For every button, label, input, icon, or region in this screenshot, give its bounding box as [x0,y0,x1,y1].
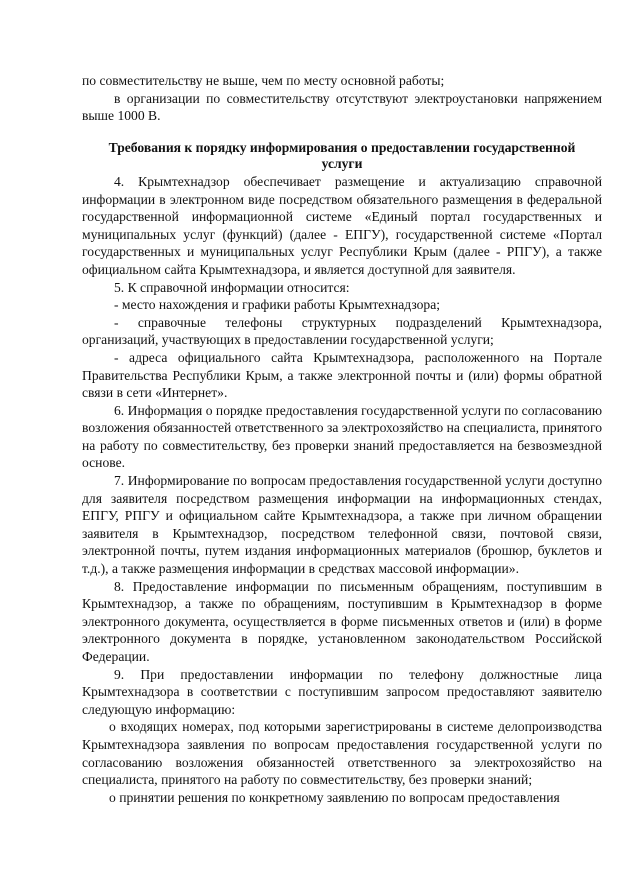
paragraph-9-item-1: о входящих номерах, под которыми зарегистрированы в системе делопроизводства Крымтехнадзора заявления по вопросам предоставления государственной услуги по согласованию возложения обязанностей ответственного за электрохозяйство на специалиста, принятого на работу по совместительству, без проверки знаний; [82,719,602,788]
paragraph-6: 6. Информация о порядке предоставления государственной услуги по согласованию возложения обязанностей ответственного за электрохозяйство на специалиста, принятого на работу по совместительству, без проверки знаний предоставляется на безвозмездной основе. [82,402,602,471]
section-heading: Требования к порядку информирования о предоставлении государственной услуги [108,139,576,172]
paragraph-8: 8. Предоставление информации по письменным обращениям, поступившим в Крымтехнадзор, а также по обращениям, поступившим в Крымтехнадзор в форме электронного документа, осуществляется в форме письменных ответов и (или) в форме электронного документа в порядке, установленном законодательством Российской Федерации. [82,578,602,664]
paragraph-4: 4. Крымтехнадзор обеспечивает размещение и актуализацию справочной информации в электронном виде посредством обязательного размещения в федеральной государственной информационной системе «Единый портал государственных и муниципальных услуг (функций) (далее - ЕПГУ), государственной системе «Портал государственных и муниципальных услуг Республики Крым (далее - РПГУ), а также официальном сайта Крымтехнадзора, и является доступной для заявителя. [82,173,602,277]
paragraph-5-item-2: - справочные телефоны структурных подразделений Крымтехнадзора, организаций, участвующих в предоставлении государственной услуги; [82,314,602,348]
paragraph-5: 5. К справочной информации относится: [114,279,350,295]
intro-line-1: по совместительству не выше, чем по месту основной работы; [82,73,445,88]
paragraph-5-item-1: - место нахождения и графики работы Крымтехнадзора; [114,297,441,313]
paragraph-9: 9. При предоставлении информации по телефону должностные лица Крымтехнадзора в соответствии с поступившим запросом предоставляют заявителю следующую информацию: [82,666,602,717]
intro-line-2: в организации по совместительству отсутствуют электроустановки напряжением выше 1000 В. [82,90,602,124]
paragraph-9-item-2: о принятии решения по конкретному заявлению по вопросам предоставления [109,789,560,805]
paragraph-5-item-3: - адреса официального сайта Крымтехнадзора, расположенного на Портале Правительства Республики Крым, а также электронной почты и (или) формы обратной связи в сети «Интернет». [82,349,602,401]
paragraph-7: 7. Информирование по вопросам предоставления государственной услуги доступно для заявителя посредством размещения информации на информационных стендах, ЕПГУ, РПГУ и официальном сайте Крымтехнадзора, а также при личном обращении заявителя в Крымтехнадзор, посредством телефонной связи, почтовой связи, электронной почты, путем издания информационных материалов (брошюр, буклетов и т.д.), а также размещения информации в средствах массовой информации». [82,473,602,577]
